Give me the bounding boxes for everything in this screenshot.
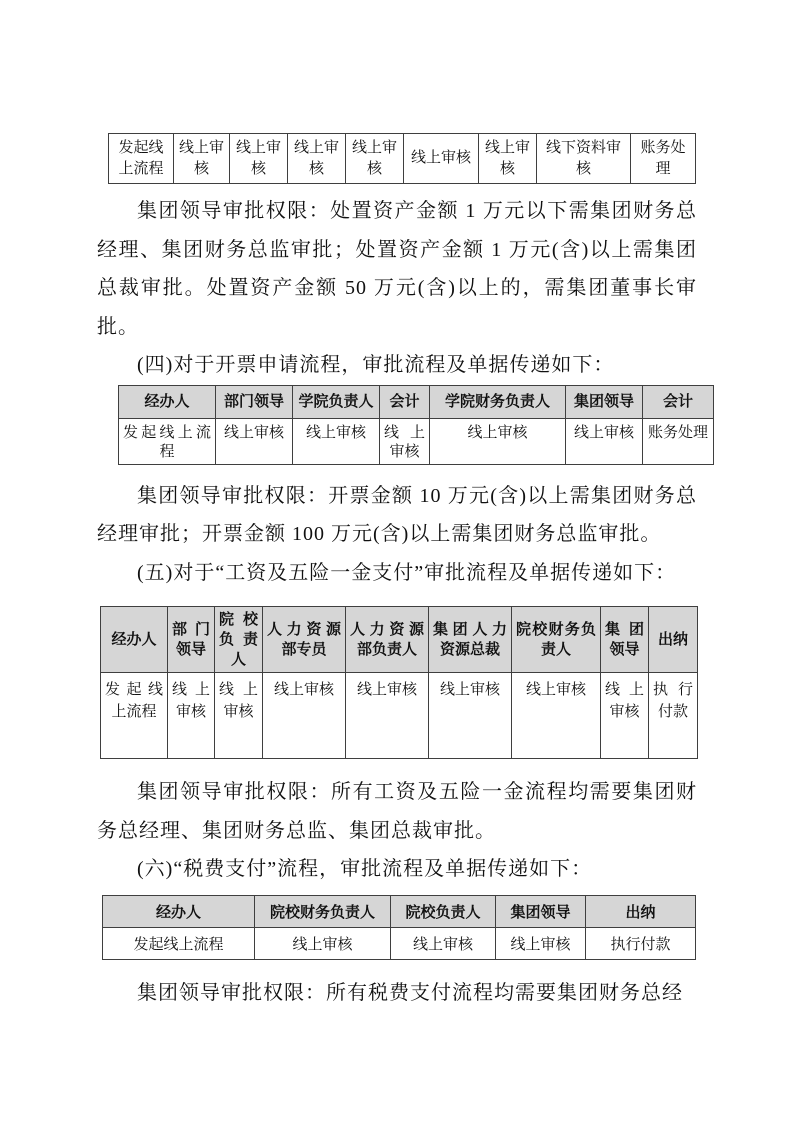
- table-cell: 线上审核: [496, 927, 586, 959]
- invoice-approval-table: [118, 385, 714, 465]
- table-header-cell: 院校负责人: [391, 895, 496, 927]
- table-cell: 执行付款: [649, 673, 698, 759]
- table-header-cell: 会计: [643, 385, 714, 418]
- table-row: [103, 927, 696, 959]
- continuation-approval-table: [108, 133, 696, 184]
- table-header-cell: 经办人: [103, 895, 255, 927]
- invoice-section-title: (四)对于开票申请流程，审批流程及单据传递如下：: [137, 354, 615, 376]
- table-cell: 线上审核: [430, 418, 566, 464]
- table-cell: 账务处理: [631, 134, 696, 184]
- table-header-cell: 会计: [380, 385, 430, 418]
- invoice-authority-paragraph: 集团领导审批权限：开票金额 10 万元(含)以上需集团财务总经理审批；开票金额 100 万元(含)以上需集团财务总监审批。: [97, 484, 697, 545]
- table-header-cell: 出纳: [649, 607, 698, 673]
- table-cell: 线上审核: [566, 418, 643, 464]
- table-row: [101, 673, 698, 759]
- table-header-cell: 集团领导: [566, 385, 643, 418]
- table-header-cell: 院校财务负责人: [255, 895, 391, 927]
- table-cell: 线上审核: [255, 927, 391, 959]
- table-cell: 线上审核: [230, 134, 288, 184]
- salary-authority-paragraph: 集团领导审批权限：所有工资及五险一金流程均需要集团财务总经理、集团财务总监、集团总裁审批。: [97, 781, 697, 842]
- table-cell: 线上审核: [346, 134, 404, 184]
- table-cell: 发起线上流程: [103, 927, 255, 959]
- table-cell: 线上审核: [391, 927, 496, 959]
- asset-disposal-authority-paragraph: 集团领导审批权限：处置资产金额 1 万元以下需集团财务总经理、集团财务总监审批；处置资产金额 1 万元(含)以上需集团总裁审批。处置资产金额 50 万元(含)以上的，需集团董事长审批。: [97, 200, 697, 338]
- table-cell: 发起线上流程: [101, 673, 168, 759]
- table-header-cell: 集团人力资源总裁: [429, 607, 512, 673]
- table-cell: 线上审核: [479, 134, 537, 184]
- table-cell: 线上审核: [601, 673, 649, 759]
- table-header-cell: 院校负责人: [215, 607, 263, 673]
- table-row: [119, 418, 714, 464]
- table-cell: 线上审核: [174, 134, 230, 184]
- table-cell: 线上审核: [288, 134, 346, 184]
- table-cell: 执行付款: [586, 927, 696, 959]
- table-header-cell: 部门领导: [168, 607, 215, 673]
- table-header-row: [103, 895, 696, 927]
- table-cell: 线上审核: [429, 673, 512, 759]
- table-cell: 线上审核: [512, 673, 601, 759]
- table-cell: 线下资料审核: [537, 134, 631, 184]
- table-header-cell: 人力资源部负责人: [346, 607, 429, 673]
- salary-section-title: (五)对于“工资及五险一金支付”审批流程及单据传递如下：: [137, 561, 677, 584]
- table-cell: 线上审核: [216, 418, 293, 464]
- table-header-cell: 经办人: [101, 607, 168, 673]
- table-header-cell: 部门领导: [216, 385, 293, 418]
- table-row: [109, 134, 696, 184]
- tax-approval-table: [102, 895, 696, 960]
- table-cell: 线上审核: [168, 673, 215, 759]
- table-header-row: [101, 607, 698, 673]
- table-header-cell: 院校财务负责人: [512, 607, 601, 673]
- table-cell: 发起线上流程: [119, 418, 216, 464]
- table-cell: 线上审核: [215, 673, 263, 759]
- table-cell: 线上审核: [263, 673, 346, 759]
- table-header-cell: 集团领导: [601, 607, 649, 673]
- table-cell: 线上审核: [346, 673, 429, 759]
- table-header-cell: 学院负责人: [293, 385, 380, 418]
- table-cell: 发起线上流程: [109, 134, 174, 184]
- table-header-row: [119, 385, 714, 418]
- table-cell: 线上审核: [293, 418, 380, 464]
- salary-approval-table: [100, 606, 698, 759]
- table-header-cell: 人力资源部专员: [263, 607, 346, 673]
- table-cell: 线上审核: [404, 134, 479, 184]
- tax-section-title: (六)“税费支付”流程，审批流程及单据传递如下：: [137, 858, 593, 880]
- table-header-cell: 出纳: [586, 895, 696, 927]
- table-header-cell: 经办人: [119, 385, 216, 418]
- table-header-cell: 集团领导: [496, 895, 586, 927]
- table-cell: 账务处理: [643, 418, 714, 464]
- table-header-cell: 学院财务负责人: [430, 385, 566, 418]
- tax-authority-paragraph: 集团领导审批权限：所有税费支付流程均需要集团财务总经: [137, 981, 683, 1004]
- table-cell: 线上审核: [380, 418, 430, 464]
